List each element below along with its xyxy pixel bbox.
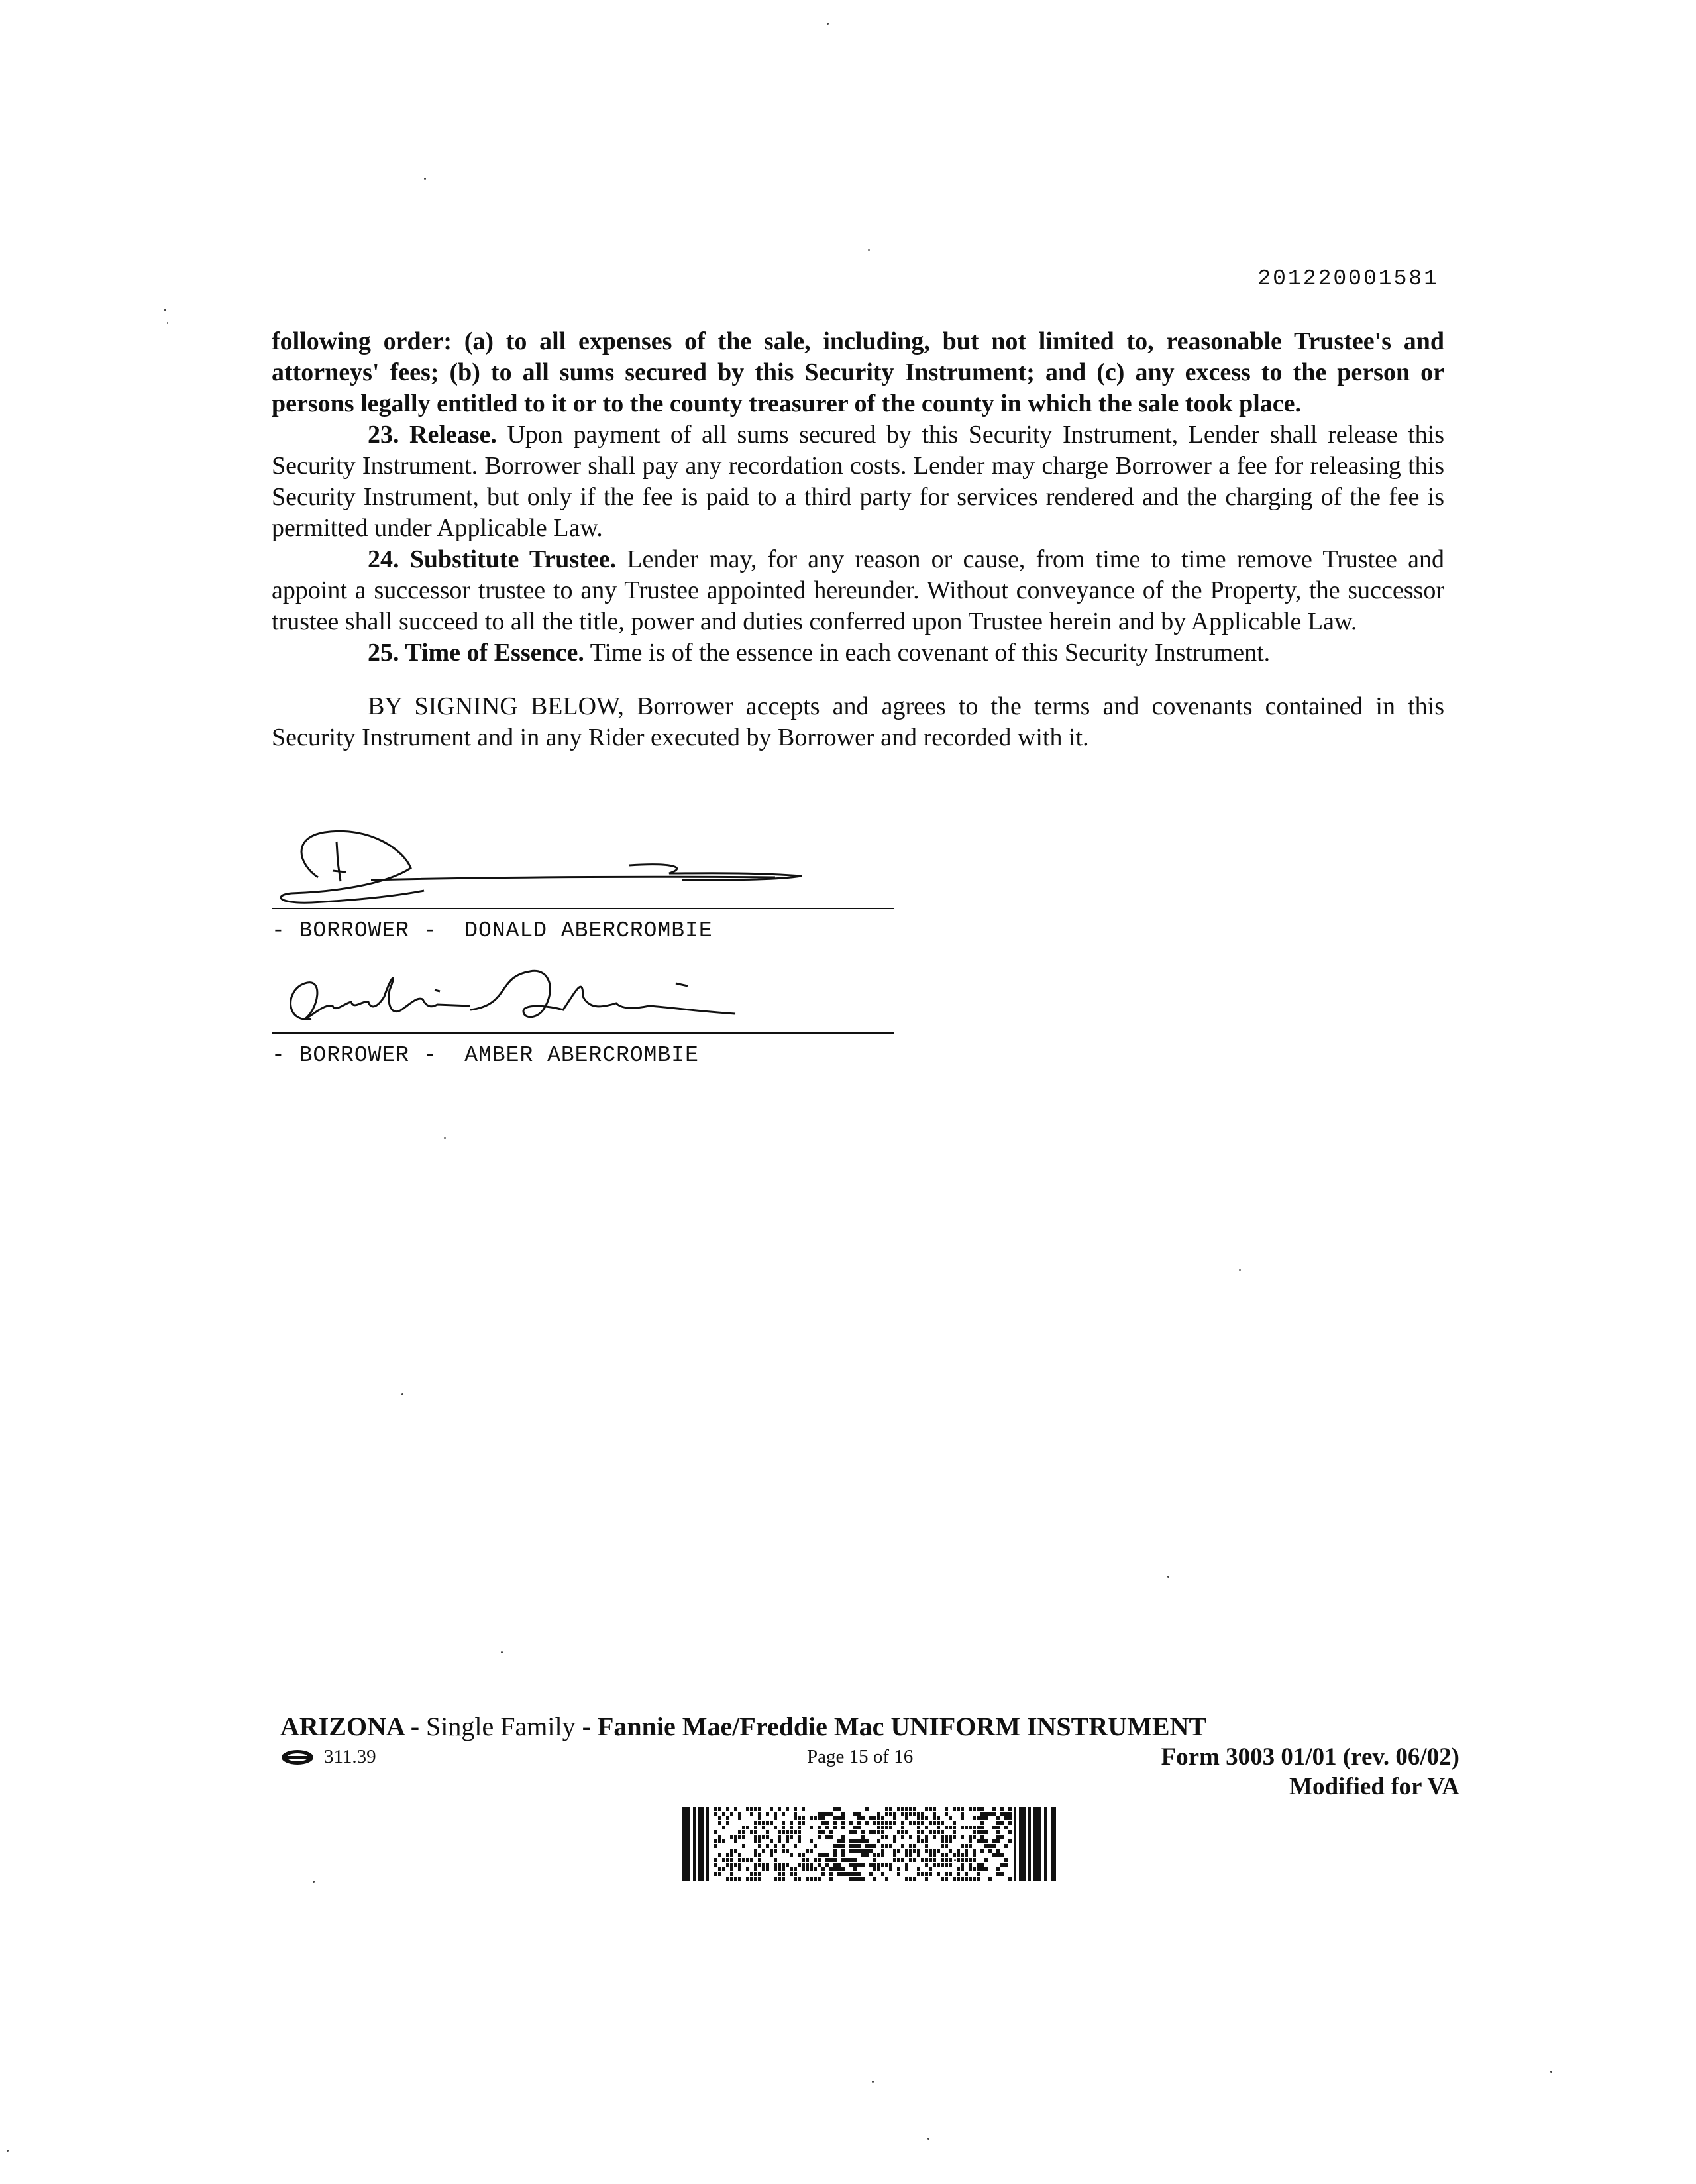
form-id: Form 3003 01/01 (rev. 06/02) (1161, 1743, 1459, 1771)
paragraph-text: Time is of the essence in each covenant of this Security Instrument. (584, 639, 1271, 667)
recording-number: 201220001581 (1257, 266, 1439, 291)
page-number: Page 15 of 16 (807, 1746, 914, 1767)
footer-code-text: 311.39 (324, 1746, 376, 1767)
footer-row (280, 1742, 1459, 1800)
vmp-logo-icon (280, 1749, 315, 1766)
signature-label: - BORROWER - AMBER ABERCROMBIE (272, 1043, 699, 1067)
signature-line (272, 908, 894, 909)
footer-code (280, 1746, 376, 1768)
paragraph-substitute-trustee (272, 544, 1444, 637)
paragraph-heading: 23. Release. (368, 421, 497, 449)
footer-family: Single Family (426, 1712, 576, 1741)
form-modified: Modified for VA (1289, 1773, 1459, 1800)
paragraph-sale-proceeds: following order: (a) to all expenses of the sale, including, but not limited to, reasonable Trustee's and attorneys' fees; (b) to all sums secured by this Security Instrument; and (c) any excess to the person or persons legally entitled to it or to the county treasurer of the county in which the sale took place. (272, 327, 1444, 417)
form-footer (280, 1712, 1459, 1800)
form-number (1161, 1742, 1459, 1802)
handwritten-signature-donald (272, 824, 894, 908)
signature-label: - BORROWER - DONALD ABERCROMBIE (272, 918, 713, 943)
paragraph-release (272, 419, 1444, 544)
signature-line (272, 1032, 894, 1034)
paragraph-heading: 24. Substitute Trustee. (368, 545, 617, 573)
barcode-icon (682, 1807, 1060, 1881)
paragraph-heading: 25. Time of Essence. (368, 639, 584, 667)
paragraph-by-signing: BY SIGNING BELOW, Borrower accepts and agrees to the terms and covenants contained in this Security Instrument and in any Rider executed by Borrower and recorded with it. (272, 692, 1444, 751)
paragraph-text: Lender may, for any reason or cause, from time to time remove Trustee and appoint a successor trustee to any Trustee appointed hereunder. Without conveyance of the Property, the successor trustee shall succeed to all the title, power and duties conferred upon Trustee herein and by Applicable Law. (272, 545, 1444, 635)
handwritten-signature-amber (272, 950, 894, 1032)
signature-block-donald (272, 824, 894, 943)
footer-instrument: Fannie Mae/Freddie Mac UNIFORM INSTRUMENT (597, 1712, 1207, 1741)
paragraph-text: Upon payment of all sums secured by this Security Instrument, Lender shall release this Security Instrument. Borrower shall pay any recordation costs. Lender may charge Borrower a fee for releasing this Security Instrument, but only if the fee is paid to a third party for services rendered and the charging of the fee is permitted under Applicable Law. (272, 421, 1445, 542)
paragraph-time-of-essence (272, 637, 1444, 669)
signature-block-amber (272, 950, 894, 1067)
footer-state: ARIZONA (280, 1712, 404, 1741)
footer-separator: - (403, 1712, 427, 1741)
document-body (272, 326, 1444, 753)
footer-title (280, 1712, 1459, 1742)
footer-separator: - (575, 1712, 598, 1741)
